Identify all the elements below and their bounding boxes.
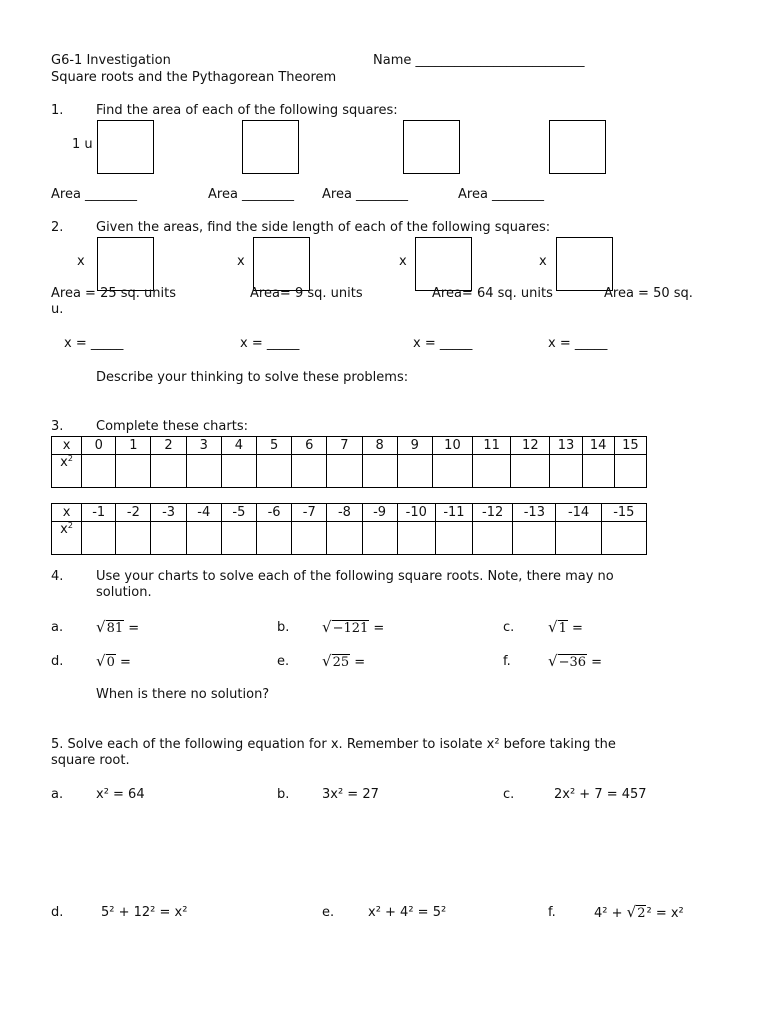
chart-negative-answer-cell[interactable] (186, 522, 221, 555)
chart-negative-answer-cell[interactable] (556, 522, 601, 555)
chart-positive-header-cell: 5 (257, 437, 292, 455)
q1-prompt: Find the area of each of the following squares: (96, 103, 398, 118)
q2-area-4: Area = 50 sq. (604, 286, 693, 301)
q2-area-3: Area= 64 sq. units (432, 286, 553, 301)
chart-negative-header-cell: -15 (601, 504, 646, 522)
q2-area-4-wrap: u. (51, 302, 64, 317)
sqrt-symbol-icon: √ (322, 652, 332, 670)
q4-problem-b (322, 618, 384, 636)
chart-positive-answer-cell[interactable] (614, 455, 646, 488)
q1-number: 1. (51, 103, 64, 118)
chart-positive-answer-cell[interactable] (116, 455, 151, 488)
chart-negative-header-cell: -6 (257, 504, 292, 522)
q2-answer-2[interactable]: x = _____ (240, 336, 300, 351)
chart-negative-header-cell: -8 (327, 504, 362, 522)
chart-negative-answer-cell[interactable] (513, 522, 556, 555)
q4-radicand-a: 81 (106, 621, 124, 636)
q4-letter-e: e. (277, 654, 290, 669)
q4-radicand-f: −36 (558, 655, 586, 670)
chart-negative-x-squared-text: x (60, 522, 68, 537)
chart-positive-header-cell: 15 (614, 437, 646, 455)
q2-area-1: Area = 25 sq. units (51, 286, 176, 301)
q2-side-label-4: x (539, 254, 547, 269)
q4-prompt-line1: Use your charts to solve each of the following square roots. Note, there may no (96, 569, 614, 584)
sqrt-symbol-icon: √ (548, 652, 558, 670)
q4-problem-f (548, 652, 602, 670)
q5-prompt-line1: 5. Solve each of the following equation for x. Remember to isolate x² before taking the (51, 737, 616, 752)
chart-negative-answer-cell[interactable] (221, 522, 256, 555)
q4-radicand-d: 0 (106, 655, 115, 670)
chart-negative-x-squared-label: $x^2$ (52, 522, 82, 555)
q3-prompt: Complete these charts: (96, 419, 248, 434)
q4-equals-f: = (587, 655, 603, 670)
q5-equation-f-pre: 4² + (594, 906, 627, 921)
chart-positive-answer-cell[interactable] (151, 455, 186, 488)
chart-negative-answer-cell[interactable] (82, 522, 116, 555)
chart-negative-header-cell: -11 (435, 504, 472, 522)
name-field[interactable]: Name __________________________ (373, 53, 585, 68)
chart-positive-answer-cell[interactable] (82, 455, 116, 488)
q2-square-3 (415, 237, 472, 291)
q1-square-3 (403, 120, 460, 174)
sqrt-symbol-icon: √ (548, 618, 558, 636)
q2-number: 2. (51, 220, 64, 235)
q5-radicand-f: 2 (637, 906, 646, 921)
q4-equals-b: = (369, 621, 385, 636)
sqrt-symbol-icon: √ (96, 652, 106, 670)
chart-positive-header-cell: 10 (432, 437, 472, 455)
q1-area-answer-4[interactable]: Area ________ (458, 187, 545, 202)
q4-letter-c: c. (503, 620, 515, 635)
chart-negative-answer-cell[interactable] (473, 522, 513, 555)
q2-answer-3[interactable]: x = _____ (413, 336, 473, 351)
squares-chart-negative (51, 503, 647, 555)
q5-equation-c: 2x² + 7 = 457 (554, 787, 647, 802)
chart-positive-answer-cell[interactable] (362, 455, 397, 488)
q4-equals-a: = (124, 621, 140, 636)
q4-equals-c: = (567, 621, 583, 636)
q4-equals-d: = (115, 655, 131, 670)
q4-letter-a: a. (51, 620, 64, 635)
q1-area-answer-2[interactable]: Area ________ (208, 187, 295, 202)
q2-prompt: Given the areas, find the side length of each of the following squares: (96, 220, 551, 235)
chart-negative-header-cell: -3 (151, 504, 186, 522)
chart-negative-header-cell: -12 (473, 504, 513, 522)
worksheet-title: G6-1 Investigation (51, 53, 171, 68)
q5-prompt-line2: square root. (51, 753, 130, 768)
chart-negative-answer-cell[interactable] (151, 522, 186, 555)
q5-equation-b: 3x² = 27 (322, 787, 379, 802)
chart-positive-x-label: x (52, 437, 82, 455)
chart-positive-x-squared-label: $x^2$ (52, 455, 82, 488)
q5-equation-f-post: ² = x² (646, 906, 684, 921)
q4-equals-e: = (350, 655, 366, 670)
q2-describe-prompt: Describe your thinking to solve these problems: (96, 370, 409, 385)
chart-negative-answer-cell[interactable] (116, 522, 151, 555)
chart-negative-header-cell: -5 (221, 504, 256, 522)
q2-square-2 (253, 237, 310, 291)
chart-positive-header-cell: 14 (582, 437, 614, 455)
q2-side-label-2: x (237, 254, 245, 269)
chart-negative-answer-cell[interactable] (397, 522, 435, 555)
chart-positive-answer-cell[interactable] (221, 455, 256, 488)
q4-radicand-c: 1 (558, 621, 567, 636)
q5-letter-f: f. (548, 905, 556, 920)
q5-letter-b: b. (277, 787, 290, 802)
chart-negative-header-cell: -1 (82, 504, 116, 522)
chart-positive-answer-cell[interactable] (257, 455, 292, 488)
chart-negative-answer-cell[interactable] (362, 522, 397, 555)
chart-positive-answer-cell[interactable] (511, 455, 550, 488)
q2-side-label-3: x (399, 254, 407, 269)
q4-problem-d (96, 652, 131, 670)
q1-square-1 (97, 120, 154, 174)
chart-positive-answer-cell[interactable] (186, 455, 221, 488)
sqrt-symbol-icon: √ (96, 618, 106, 636)
chart-negative-answer-cell[interactable] (435, 522, 472, 555)
chart-negative-header-cell: -9 (362, 504, 397, 522)
q1-square-2 (242, 120, 299, 174)
q4-radicand-b: −121 (332, 621, 369, 636)
chart-positive-header-cell: 13 (550, 437, 582, 455)
chart-negative-answer-cell[interactable] (292, 522, 327, 555)
q2-answer-4[interactable]: x = _____ (548, 336, 608, 351)
q5-equation-d: 5² + 12² = x² (101, 905, 188, 920)
chart-positive-header-cell: 9 (397, 437, 432, 455)
q4-letter-d: d. (51, 654, 64, 669)
q4-problem-e (322, 652, 365, 670)
chart-positive-header-cell: 0 (82, 437, 116, 455)
worksheet-subtitle: Square roots and the Pythagorean Theorem (51, 70, 337, 85)
q2-side-label-1: x (77, 254, 85, 269)
chart-negative-header-cell: -4 (186, 504, 221, 522)
q4-letter-b: b. (277, 620, 290, 635)
q1-area-answer-1[interactable]: Area ________ (51, 187, 138, 202)
chart-positive-header-cell: 7 (327, 437, 362, 455)
chart-negative-answer-cell[interactable] (327, 522, 362, 555)
chart-positive-answer-cell[interactable] (582, 455, 614, 488)
chart-negative-x-label: x (52, 504, 82, 522)
chart-positive-header-cell: 8 (362, 437, 397, 455)
q5-equation-f (594, 903, 684, 921)
q5-letter-e: e. (322, 905, 335, 920)
q5-equation-e: x² + 4² = 5² (368, 905, 447, 920)
q5-letter-d: d. (51, 905, 64, 920)
chart-positive-header-cell: 12 (511, 437, 550, 455)
q4-problem-c (548, 618, 583, 636)
q1-area-answer-3[interactable]: Area ________ (322, 187, 409, 202)
chart-negative-answer-cell[interactable] (601, 522, 646, 555)
q4-no-solution-prompt: When is there no solution? (96, 687, 270, 702)
chart-positive-header-cell: 6 (292, 437, 327, 455)
chart-positive-header-cell: 11 (473, 437, 511, 455)
chart-positive-answer-cell[interactable] (550, 455, 582, 488)
q1-unit-label: 1 u (72, 137, 93, 152)
chart-negative-header-cell: -10 (397, 504, 435, 522)
q4-problem-a (96, 618, 139, 636)
chart-negative-header-cell: -13 (513, 504, 556, 522)
q4-letter-f: f. (503, 654, 511, 669)
q4-number: 4. (51, 569, 64, 584)
chart-negative-header-cell: -7 (292, 504, 327, 522)
sqrt-symbol-icon: √ (322, 618, 332, 636)
q4-prompt-line2: solution. (96, 585, 152, 600)
q2-square-4 (556, 237, 613, 291)
chart-positive-header-cell: 1 (116, 437, 151, 455)
sqrt-symbol-icon: √ (626, 903, 637, 921)
chart-negative-header-cell: -14 (556, 504, 601, 522)
q2-square-1 (97, 237, 154, 291)
chart-positive-answer-cell[interactable] (473, 455, 511, 488)
q5-letter-a: a. (51, 787, 64, 802)
chart-positive-header-cell: 4 (221, 437, 256, 455)
q2-area-2: Area= 9 sq. units (250, 286, 363, 301)
q2-answer-1[interactable]: x = _____ (64, 336, 124, 351)
chart-positive-answer-cell[interactable] (397, 455, 432, 488)
q4-radicand-e: 25 (332, 655, 350, 670)
q5-letter-c: c. (503, 787, 515, 802)
q1-square-4 (549, 120, 606, 174)
chart-positive-answer-cell[interactable] (432, 455, 472, 488)
chart-positive-header-cell: 3 (186, 437, 221, 455)
chart-positive-header-cell: 2 (151, 437, 186, 455)
chart-negative-answer-cell[interactable] (257, 522, 292, 555)
chart-negative-header-cell: -2 (116, 504, 151, 522)
squares-chart-positive (51, 436, 647, 488)
q5-equation-a: x² = 64 (96, 787, 145, 802)
chart-positive-answer-cell[interactable] (292, 455, 327, 488)
chart-positive-x-squared-text: x (60, 455, 68, 470)
chart-positive-answer-cell[interactable] (327, 455, 362, 488)
q3-number: 3. (51, 419, 64, 434)
